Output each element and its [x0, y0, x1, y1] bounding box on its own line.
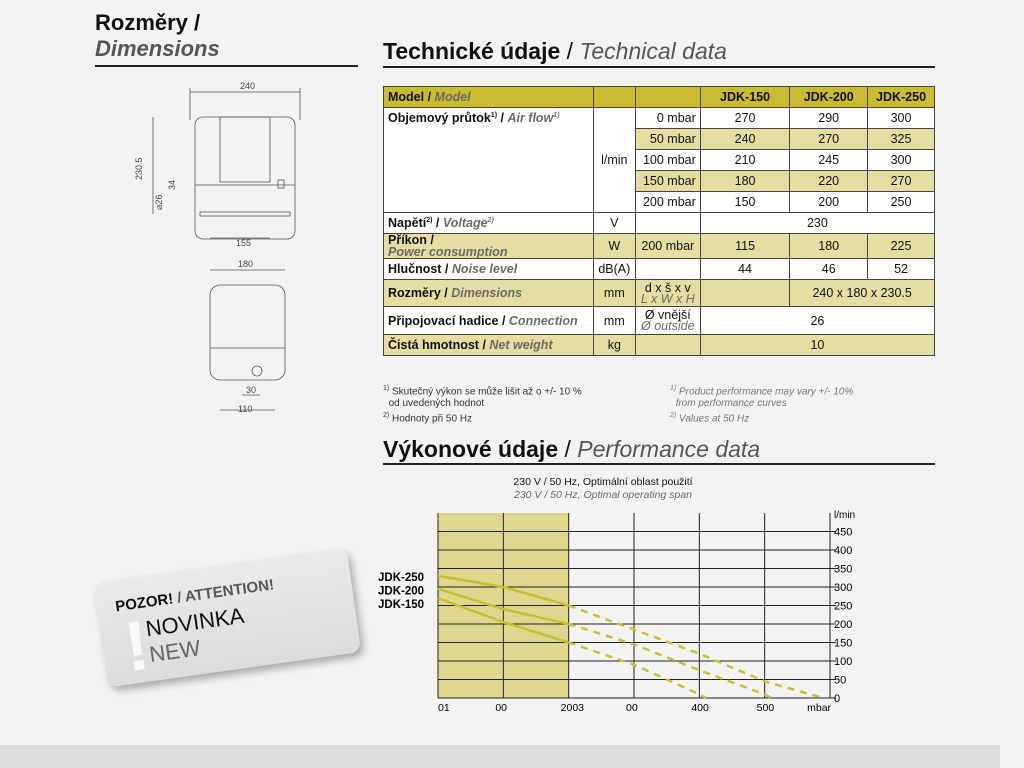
table-row: 50 mbar 240 270 325 — [384, 129, 935, 150]
y-tick-label: 350 — [834, 563, 853, 576]
table-row: Připojovací hadice / Connection mm Ø vnější Ø outside 26 — [384, 307, 935, 335]
y-tick-label: 50 — [834, 674, 847, 687]
y-tick-label: 400 — [834, 545, 853, 557]
x-tick-label: 500 — [756, 702, 775, 714]
x-tick-label: 400 — [691, 702, 709, 714]
y-tick-label: 150 — [834, 637, 853, 650]
dim-outlet-height: 34 — [167, 179, 177, 190]
x-tick-label: 00 — [626, 702, 638, 714]
dim-base: 155 — [236, 238, 252, 248]
table-row: 200 mbar 150 200 250 — [384, 192, 935, 213]
table-row: Čistá hmotnost / Net weight kg 10 — [384, 335, 935, 356]
dim-side-base: 110 — [238, 404, 253, 414]
divider — [95, 65, 358, 67]
dim-outlet-diameter: ⌀26 — [154, 194, 164, 210]
divider — [383, 463, 935, 465]
table-row: 150 mbar 180 220 270 — [384, 171, 935, 192]
y-tick-label: 250 — [834, 600, 853, 613]
table-row: 100 mbar 210 245 300 — [384, 150, 935, 171]
x-tick-label: 00 — [495, 702, 508, 714]
table-row: Objemový průtok$^{1)}$ / Air flow$^{1)}$ l/min 0 mbar 270 290 300 — [384, 108, 935, 129]
chart-title: 230 V / 50 Hz, Optimální oblast použití 230 V / 50 Hz, Optimal operating span — [513, 476, 693, 501]
dim-width: 240 — [240, 81, 256, 91]
footnotes-cs: $^{1)}$ Skutečný výkon se může lišit až o +/- 10 % od uvedených hodnot $^{2)}$ Hodnoty při 50 Hz — [383, 385, 582, 425]
performance-chart — [370, 505, 870, 720]
table-row: Hlučnost / Noise level dB(A) 44 46 52 — [384, 259, 935, 280]
y-tick-label: 300 — [834, 582, 853, 594]
x-tick-label: 2003 — [560, 702, 585, 714]
divider — [383, 66, 935, 68]
series-label: JDK-250 — [378, 572, 425, 584]
x-tick-label: 01 — [438, 702, 450, 714]
y-tick-label: 450 — [834, 526, 853, 539]
tech-heading: Technické údaje / Technical data — [383, 38, 727, 64]
table-header: Model / Model JDK-150 JDK-200 JDK-250 — [384, 87, 935, 108]
dimension-drawing — [120, 80, 320, 420]
x-axis-label: mbar — [807, 702, 832, 714]
attention-badge: ! POZOR! / ATTENTION! NOVINKA NEW — [94, 548, 361, 687]
exclamation-mark: ! — [119, 605, 154, 687]
y-axis-label: l/min — [834, 510, 856, 521]
series-extrapolation-JDK-150 — [569, 643, 706, 699]
series-label: JDK-200 — [378, 585, 425, 598]
footnotes-en: $^{1)}$ Product performance may vary +/- 10% from performance curves $^{2)}$ Values at 50 Hz — [670, 385, 854, 425]
y-tick-label: 200 — [834, 619, 853, 631]
dim-height: 230.5 — [134, 157, 144, 180]
y-tick-label: 100 — [834, 656, 853, 668]
dim-side-width: 180 — [238, 259, 254, 269]
table-row: Napětí$^{2)}$ / Voltage$^{2)}$ V 230 — [384, 213, 935, 234]
series-extrapolation-JDK-250 — [569, 606, 824, 699]
dim-side-outlet: 30 — [246, 385, 257, 395]
series-label: JDK-150 — [378, 599, 425, 611]
y-tick-label: 0 — [834, 693, 841, 705]
table-row: Rozměry / Dimensions mm d x š x v L x W x H 240 x 180 x 230.5 — [384, 280, 935, 307]
table-row: Příkon / Power consumption W 200 mbar 115 180 225 — [384, 234, 935, 259]
dimensions-heading: Rozměry / Dimensions — [95, 10, 220, 61]
tech-table — [383, 86, 935, 356]
footer-bar — [0, 745, 1000, 768]
perf-heading: Výkonové údaje / Performance data — [383, 436, 761, 462]
